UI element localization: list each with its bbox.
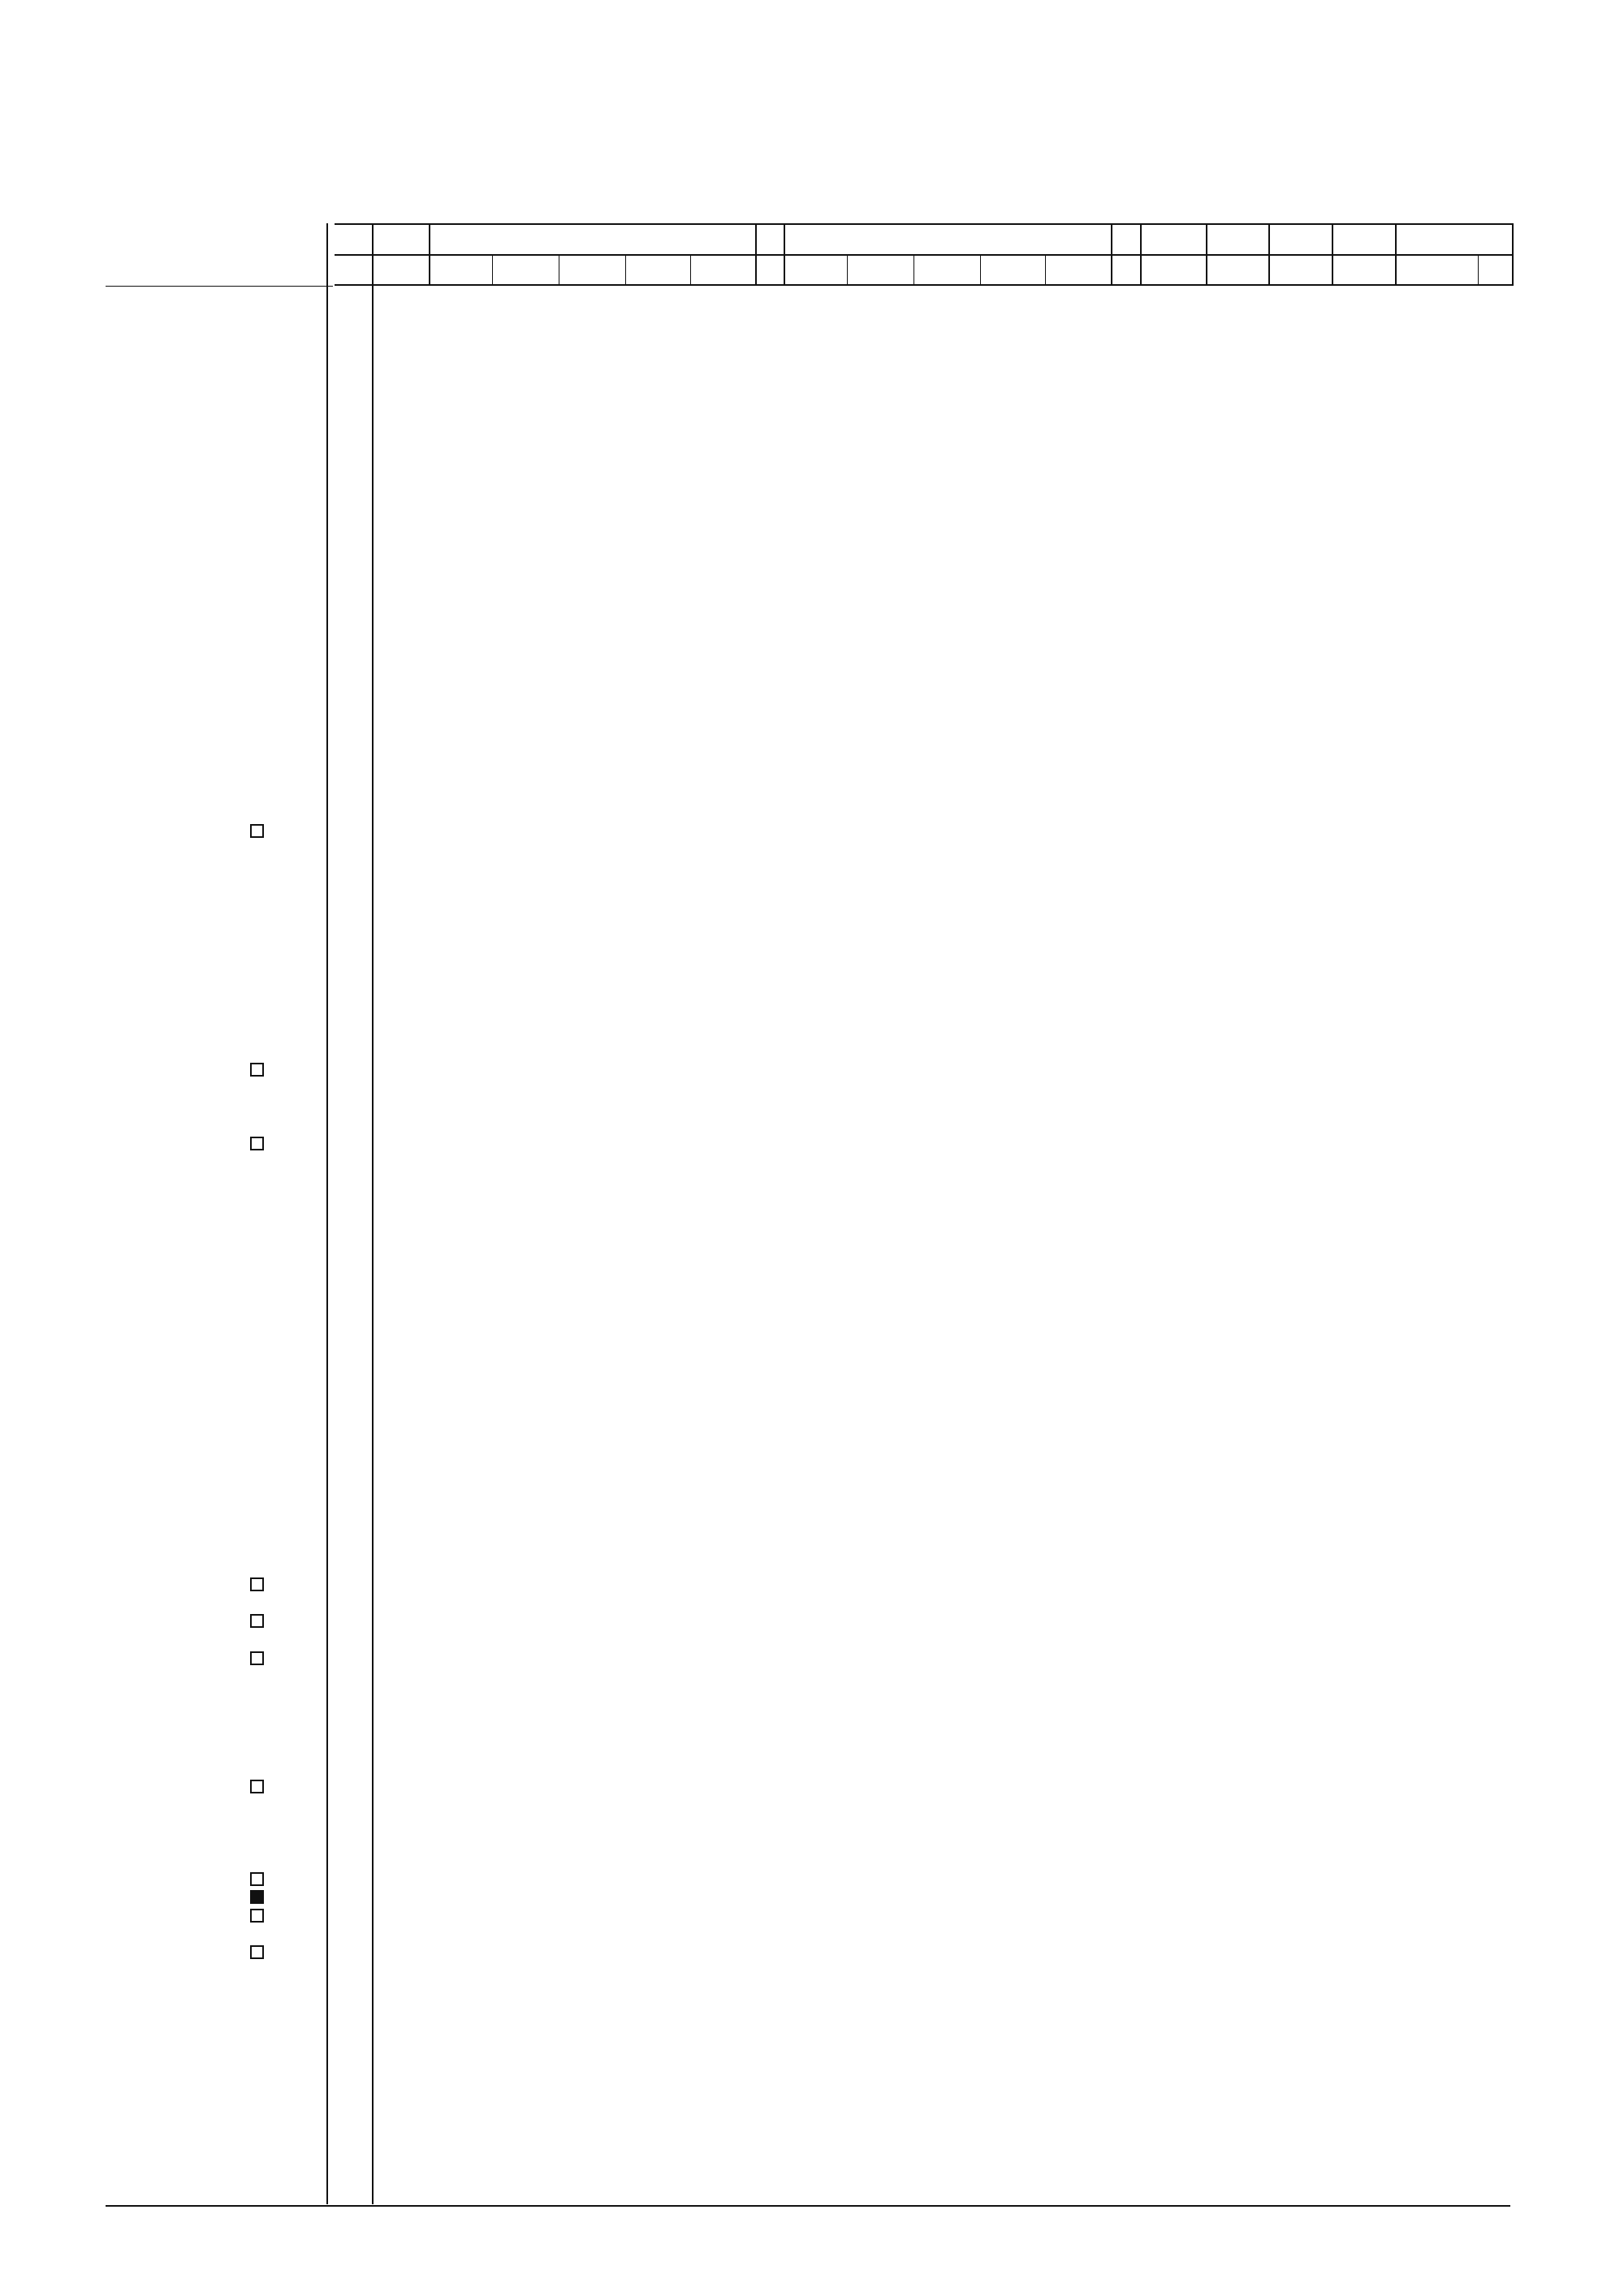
- header-rule-top: [335, 223, 1512, 225]
- sep18-4: [690, 254, 691, 284]
- empty-square-icon: [250, 1063, 264, 1077]
- group21-right: [1111, 223, 1112, 286]
- extra-div3: [1268, 223, 1270, 286]
- sep21-3: [980, 254, 981, 284]
- iii-divider: [372, 223, 374, 2204]
- empty-square-icon: [250, 1780, 264, 1793]
- filled-square-icon: [250, 1890, 264, 1904]
- sep18-3: [625, 254, 626, 284]
- empty-square-icon: [250, 1577, 264, 1591]
- empty-square-icon: [250, 1614, 264, 1628]
- group18-right: [755, 223, 757, 286]
- header-rule-mid: [335, 254, 1512, 256]
- group18-left: [429, 223, 430, 286]
- extra-div4: [1332, 223, 1333, 286]
- station-rule-bottom: [106, 286, 333, 287]
- empty-square-icon: [250, 1909, 264, 1923]
- empty-square-icon: [250, 1137, 264, 1150]
- empty-square-icon: [250, 1872, 264, 1886]
- hoehe-divider: [326, 223, 328, 2204]
- extra-div5: [1395, 223, 1397, 286]
- footer-rule: [106, 2205, 1510, 2207]
- empty-square-icon: [250, 1945, 264, 1959]
- sep21-4: [1045, 254, 1046, 284]
- sep21-1: [847, 254, 848, 284]
- extra-div7: [1512, 223, 1514, 286]
- empty-square-icon: [250, 1651, 264, 1665]
- empty-square-icon: [250, 824, 264, 838]
- header-rule-bottom: [335, 284, 1512, 286]
- extra-div1: [1140, 223, 1142, 286]
- sep18-1: [492, 254, 493, 284]
- extra-div6: [1478, 254, 1479, 284]
- extra-div2: [1206, 223, 1207, 286]
- group21-left: [784, 223, 785, 286]
